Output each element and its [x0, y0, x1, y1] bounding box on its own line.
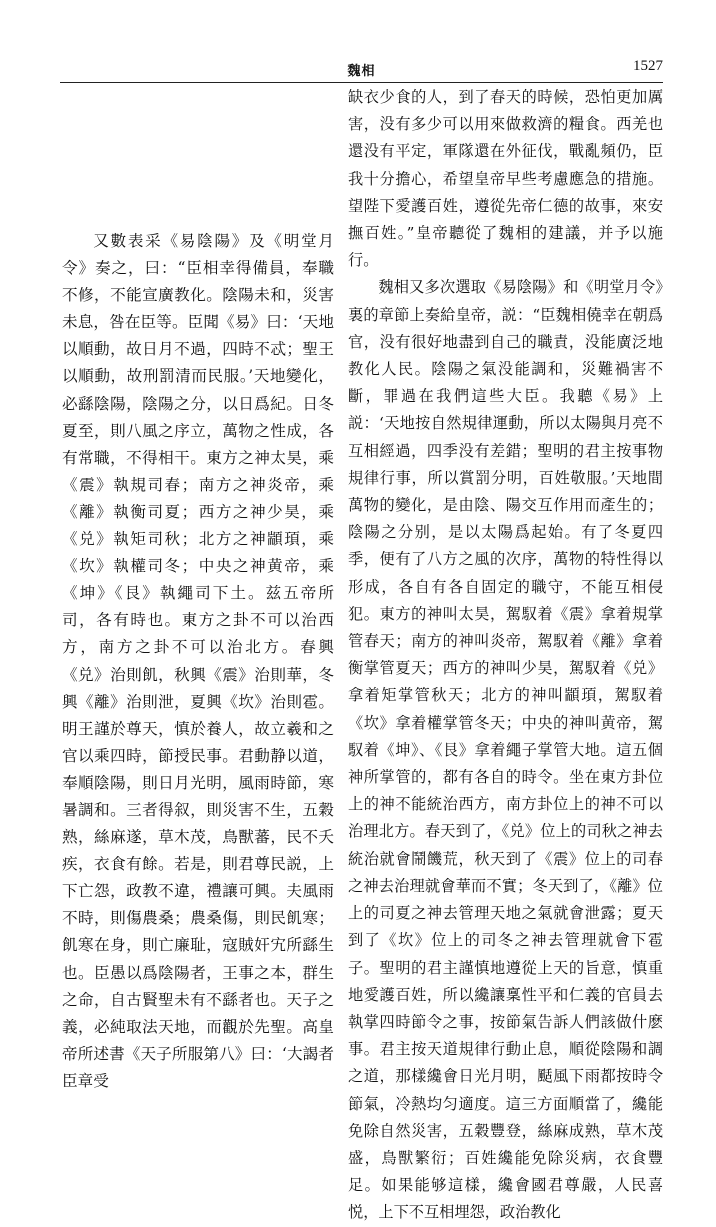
header-rule	[60, 82, 663, 83]
header-title: 魏相	[347, 64, 376, 79]
running-header	[60, 58, 663, 82]
left-column-classical-text	[62, 228, 334, 1095]
page-number: 1527	[633, 58, 663, 74]
right-paragraph: 魏相又多次選取《易陰陽》和《明堂月令》裏的章節上奏給皇帝，説：“臣魏相僥幸在朝爲官，没有很好地盡到自己的職責，没能廣泛地教化人民。陰陽之氣没能調和，災難禍害不斷，罪過在我們這些大臣。我聽《易》上説：‘天地按自然規律運動，所以太陽與月亮不互相經過，四季没有差錯；聖明的君主按事物規律行事，所以賞罰分明，百姓敬服。’天地間萬物的變化，是由陰、陽交互作用而產生的；陰陽之分别，是以太陽爲起始。有了冬夏四季，便有了八方之風的次序，萬物的特性得以形成，各自有各自固定的職守，不能互相侵犯。東方的神叫太昊，駕馭着《震》拿着規掌管春天；南方的神叫炎帝，駕馭着《離》拿着衡掌管夏天；西方的神叫少昊，駕馭着《兑》拿着矩掌管秋天；北方的神叫顓頊，駕馭着《坎》拿着權掌管冬天；中央的神叫黄帝，駕馭着《坤》、《艮》拿着繩子掌管大地。這五個神所掌管的，都有各自的時令。坐在東方卦位上的神不能統治西方，南方卦位上的神不可以治理北方。春天到了，《兑》位上的司秋之神去統治就會鬧饑荒，秋天到了《震》位上的司春之神去治理就會華而不實；冬天到了，《離》位上的司夏之神去管理天地之氣就會泄露；夏天到了《坎》位上的司冬之神去管理就會下雹子。聖明的君主謹慎地遵從上天的旨意，慎重地愛護百姓，所以纔讓稟性平和仁義的官員去執掌四時節令之事，按節氣告訴人們該做什麽事。君主按天道規律行動止息，順從陰陽和調之道，那樣纔會日光月明，颳風下雨都按時令節氣，冷熱均匀適度。這三方面順當了，纔能免除自然災害，五穀豐登，絲麻成熟，草木茂盛，鳥獸繁衍；百姓纔能免除災病，衣食豐足。如果能够這樣，纔會國君尊嚴，人民喜悦，上下不互相埋怨，政治教化	[348, 278, 663, 1222]
right-column-translation	[348, 84, 663, 1227]
right-paragraph-continued: 缺衣少食的人，到了春天的時候，恐怕更加厲害，没有多少可以用來做救濟的糧食。西羌也還没有平定，軍隊還在外征伐，戰亂頻仍，臣我十分擔心，希望皇帝早些考慮應急的措施。望陛下愛護百姓，遵從先帝仁德的故事，來安撫百姓。”皇帝聽從了魏相的建議，并予以施行。	[348, 88, 663, 270]
left-paragraph: 又數表采《易陰陽》及《明堂月令》奏之，曰：“臣相幸得備員，奉職不修，不能宣廣教化。陰陽未和，災害未息，咎在臣等。臣聞《易》曰：‘天地以順動，故日月不過，四時不忒；聖王以順動，故刑罰清而民服。’天地變化，必繇陰陽，陰陽之分，以日爲紀。日冬夏至，則八風之序立，萬物之性成，各有常職，不得相干。東方之神太昊，乘《震》執規司春；南方之神炎帝，乘《離》執衡司夏；西方之神少昊，乘《兑》執矩司秋；北方之神顓頊，乘《坎》執權司冬；中央之神黄帝，乘《坤》《艮》執繩司下土。兹五帝所司，各有時也。東方之卦不可以治西方，南方之卦不可以治北方。春興《兑》治則飢，秋興《震》治則華，冬興《離》治則泄，夏興《坎》治則雹。明王謹於尊天，慎於養人，故立羲和之官以乘四時，節授民事。君動静以道，奉順陰陽，則日月光明，風雨時節，寒暑調和。三者得叙，則災害不生，五穀熟，絲麻遂，草木茂，鳥獸蕃，民不夭疾，衣食有餘。若是，則君尊民説，上下亡怨，政教不違，禮讓可興。夫風雨不時，則傷農桑；農桑傷，則民飢寒；飢寒在身，則亡廉耻，寇賊奸宄所繇生也。臣愚以爲陰陽者，王事之本，群生之命，自古賢聖未有不繇者也。天子之義，必純取法天地，而觀於先聖。高皇帝所述書《天子所服第八》曰：‘大謁者臣章受	[62, 232, 334, 1090]
